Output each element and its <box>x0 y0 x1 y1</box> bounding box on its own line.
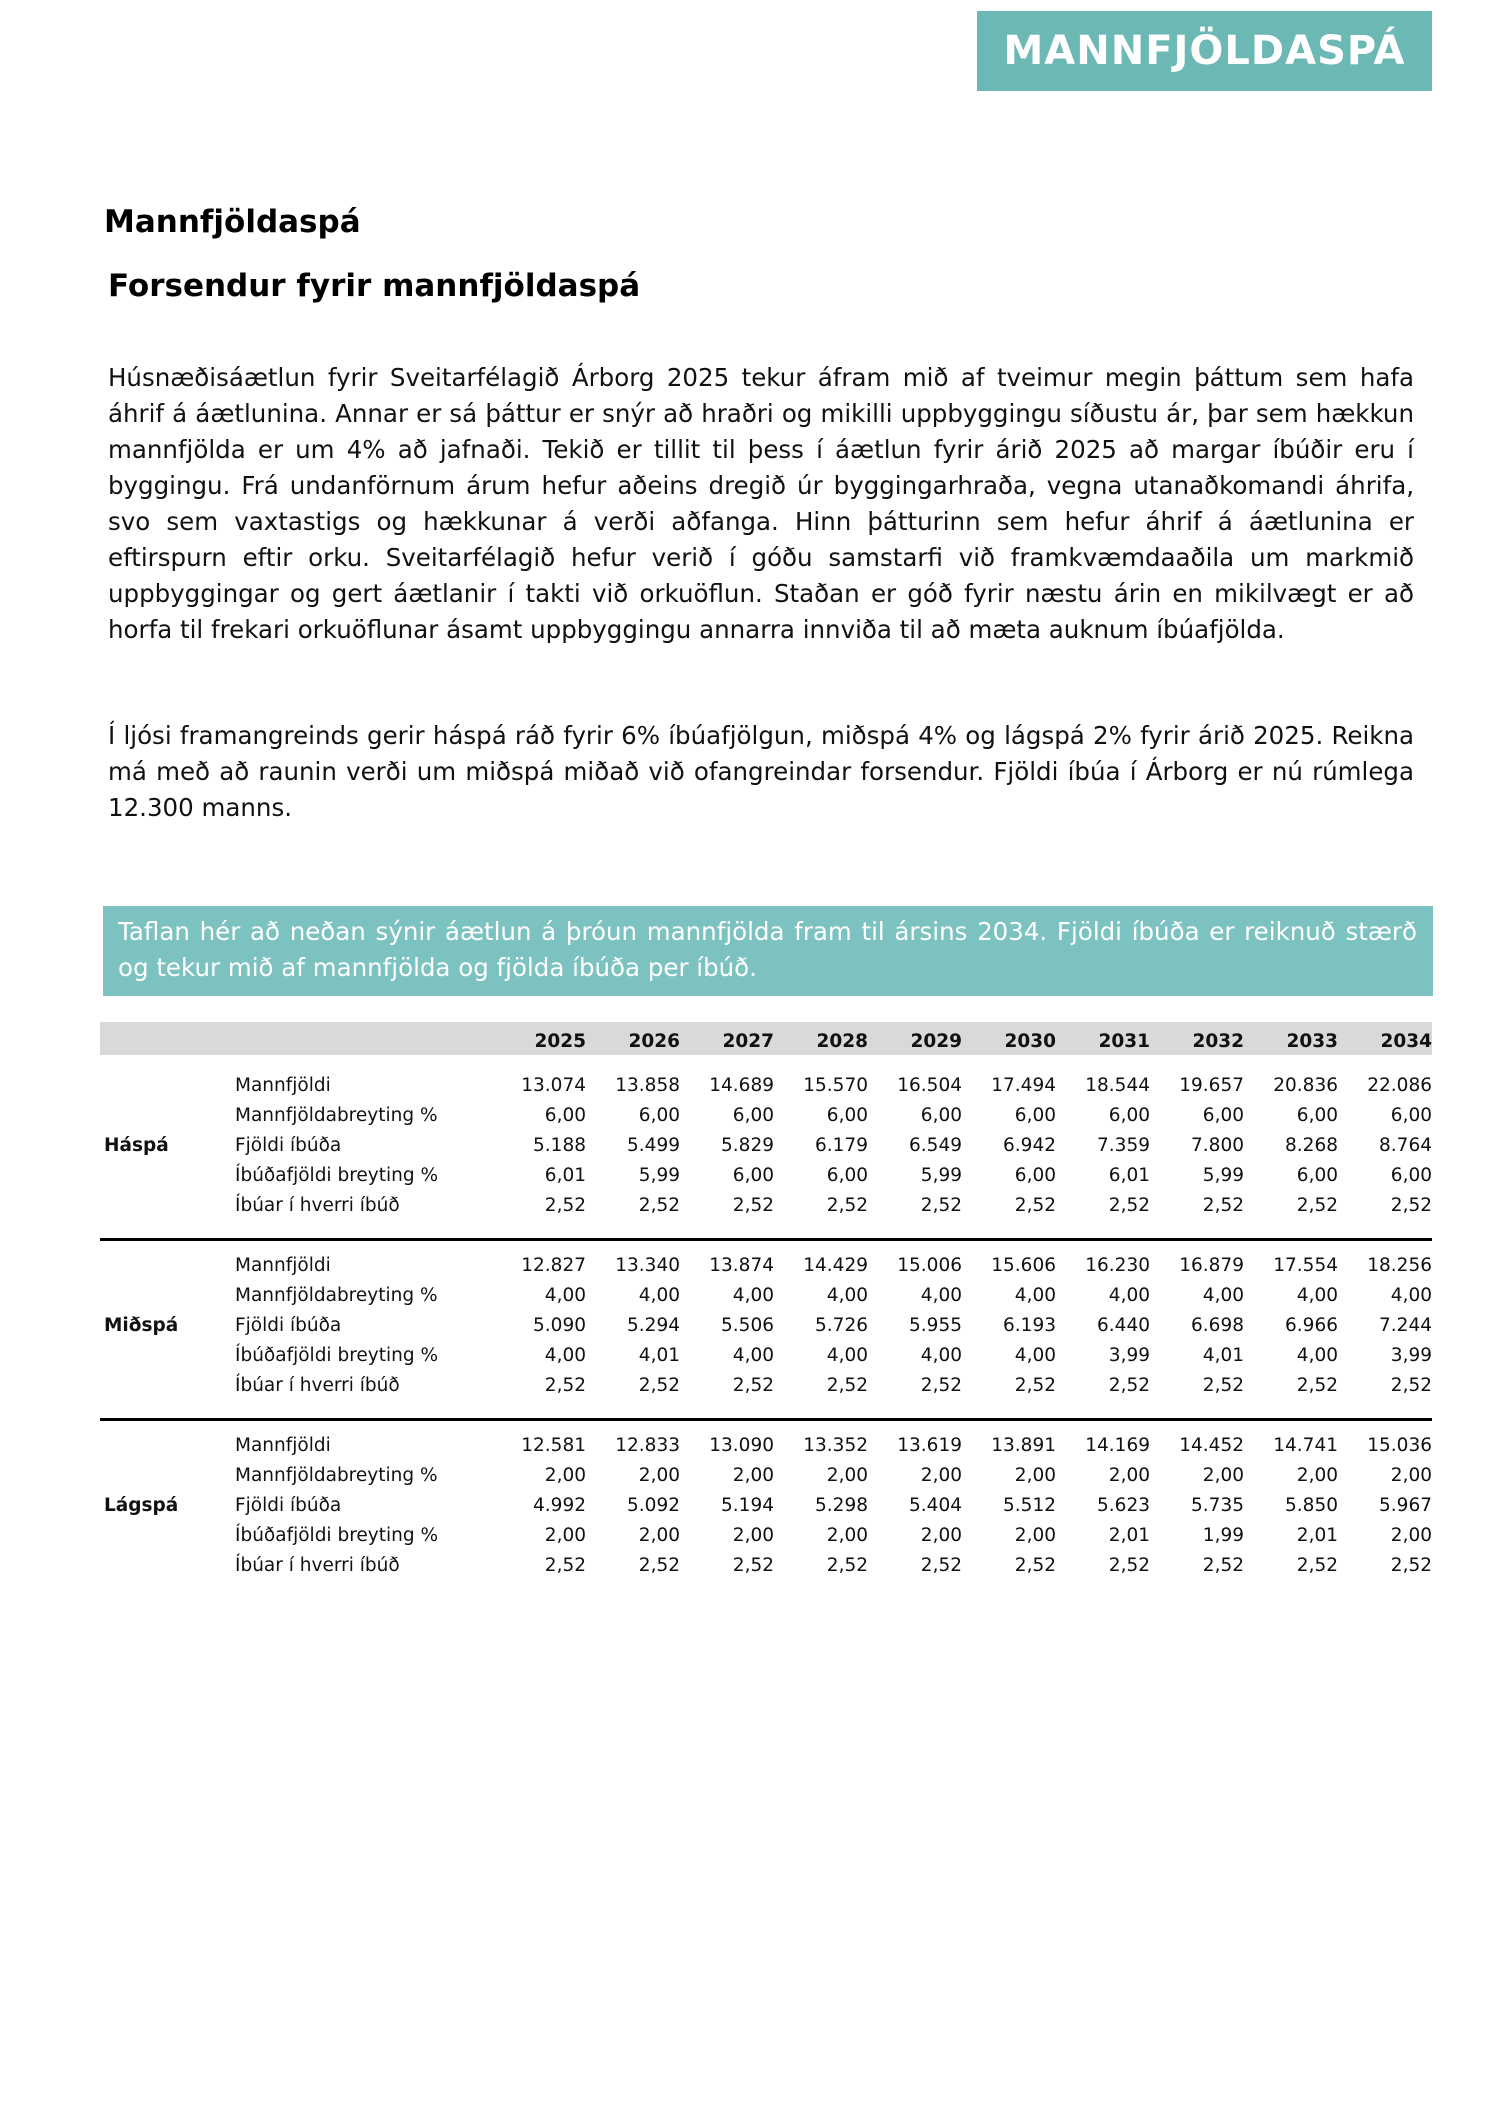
row-label: Mannfjöldi <box>235 1255 331 1276</box>
table-cell: 12.833 <box>615 1435 680 1456</box>
table-cell: 2,52 <box>920 1375 962 1396</box>
table-cell: 2,52 <box>1390 1555 1432 1576</box>
table-cell: 8.268 <box>1285 1135 1338 1156</box>
table-cell: 2,00 <box>1108 1465 1150 1486</box>
table-cell: 4,00 <box>1296 1285 1338 1306</box>
table-cell: 6,00 <box>1296 1165 1338 1186</box>
table-cell: 2,52 <box>1108 1555 1150 1576</box>
table-cell: 2,52 <box>732 1555 774 1576</box>
table-cell: 2,01 <box>1296 1525 1338 1546</box>
table-cell: 14.741 <box>1273 1435 1338 1456</box>
year-header: 2025 <box>534 1031 586 1052</box>
table-cell: 2,52 <box>732 1195 774 1216</box>
table-row <box>100 1465 1432 1495</box>
table-cell: 6,00 <box>920 1105 962 1126</box>
row-label: Íbúar í hverri íbúð <box>235 1195 400 1216</box>
table-cell: 5.499 <box>627 1135 680 1156</box>
row-label: Íbúðafjöldi breyting % <box>235 1525 439 1546</box>
table-cell: 2,00 <box>1296 1465 1338 1486</box>
table-caption-box: Taflan hér að neðan sýnir áætlun á þróun mannfjölda fram til ársins 2034. Fjöldi íbúða er reiknuð stærð og tekur mið af mannfjölda og fjölda íbúða per íbúð. <box>103 906 1433 996</box>
table-cell: 2,00 <box>638 1465 680 1486</box>
forecast-table <box>100 1022 1432 1598</box>
table-cell: 3,99 <box>1108 1345 1150 1366</box>
row-label: Fjöldi íbúða <box>235 1495 342 1516</box>
table-cell: 4,00 <box>1014 1345 1056 1366</box>
table-cell: 5.092 <box>627 1495 680 1516</box>
table-cell: 16.230 <box>1085 1255 1150 1276</box>
table-cell: 5.188 <box>533 1135 586 1156</box>
table-cell: 13.340 <box>615 1255 680 1276</box>
table-cell: 2,52 <box>920 1555 962 1576</box>
table-cell: 4.992 <box>533 1495 586 1516</box>
table-row <box>100 1105 1432 1135</box>
table-cell: 4,00 <box>732 1285 774 1306</box>
table-cell: 20.836 <box>1273 1075 1338 1096</box>
table-cell: 4,01 <box>638 1345 680 1366</box>
table-cell: 4,00 <box>1014 1285 1056 1306</box>
header-badge: MANNFJÖLDASPÁ <box>977 11 1432 91</box>
table-row <box>100 1495 1432 1525</box>
table-cell: 2,00 <box>732 1525 774 1546</box>
table-cell: 4,00 <box>544 1345 586 1366</box>
table-cell: 2,52 <box>1108 1195 1150 1216</box>
table-cell: 12.827 <box>521 1255 586 1276</box>
table-cell: 6.942 <box>1003 1135 1056 1156</box>
table-cell: 2,52 <box>826 1375 868 1396</box>
table-cell: 6,00 <box>1202 1105 1244 1126</box>
table-cell: 2,00 <box>1390 1525 1432 1546</box>
table-cell: 2,52 <box>544 1375 586 1396</box>
table-cell: 13.874 <box>709 1255 774 1276</box>
table-cell: 5,99 <box>638 1165 680 1186</box>
row-label: Mannfjöldabreyting % <box>235 1465 438 1486</box>
table-cell: 15.006 <box>897 1255 962 1276</box>
scenario-label: Lágspá <box>104 1495 179 1516</box>
year-header: 2028 <box>816 1031 868 1052</box>
table-row <box>100 1435 1432 1465</box>
section-heading: Forsendur fyrir mannfjöldaspá <box>108 268 641 304</box>
table-cell: 6,00 <box>826 1105 868 1126</box>
table-cell: 4,00 <box>1202 1285 1244 1306</box>
table-cell: 2,52 <box>1202 1375 1244 1396</box>
table-cell: 5.955 <box>909 1315 962 1336</box>
table-cell: 2,52 <box>638 1375 680 1396</box>
table-cell: 5.726 <box>815 1315 868 1336</box>
table-cell: 6.179 <box>815 1135 868 1156</box>
table-row <box>100 1165 1432 1195</box>
table-cell: 2,52 <box>1390 1375 1432 1396</box>
table-cell: 5.298 <box>815 1495 868 1516</box>
table-cell: 1,99 <box>1202 1525 1244 1546</box>
table-cell: 2,52 <box>1202 1195 1244 1216</box>
table-cell: 2,00 <box>732 1465 774 1486</box>
table-cell: 5.404 <box>909 1495 962 1516</box>
table-cell: 6,00 <box>732 1105 774 1126</box>
table-header-row <box>100 1022 1432 1055</box>
row-label: Íbúðafjöldi breyting % <box>235 1165 439 1186</box>
table-cell: 2,00 <box>920 1525 962 1546</box>
table-row <box>100 1135 1432 1165</box>
table-cell: 2,52 <box>1014 1195 1056 1216</box>
year-header: 2034 <box>1380 1031 1432 1052</box>
table-cell: 2,00 <box>1014 1525 1056 1546</box>
scenario-group-haspa <box>100 1055 1432 1241</box>
table-row <box>100 1375 1432 1405</box>
table-cell: 5.294 <box>627 1315 680 1336</box>
table-cell: 2,52 <box>1296 1555 1338 1576</box>
table-cell: 6,00 <box>1014 1165 1056 1186</box>
table-body <box>100 1055 1432 1598</box>
table-cell: 13.074 <box>521 1075 586 1096</box>
table-cell: 2,00 <box>1014 1465 1056 1486</box>
table-cell: 6,00 <box>732 1165 774 1186</box>
table-cell: 15.036 <box>1367 1435 1432 1456</box>
table-cell: 2,52 <box>544 1555 586 1576</box>
table-cell: 5.735 <box>1191 1495 1244 1516</box>
table-cell: 7.244 <box>1379 1315 1432 1336</box>
table-cell: 6.193 <box>1003 1315 1056 1336</box>
table-cell: 19.657 <box>1179 1075 1244 1096</box>
row-label: Fjöldi íbúða <box>235 1315 342 1336</box>
table-row <box>100 1285 1432 1315</box>
table-cell: 6,00 <box>1108 1105 1150 1126</box>
table-row <box>100 1255 1432 1285</box>
table-cell: 2,52 <box>1296 1375 1338 1396</box>
table-cell: 4,00 <box>826 1345 868 1366</box>
table-cell: 3,99 <box>1390 1345 1432 1366</box>
table-cell: 2,52 <box>1014 1555 1056 1576</box>
table-cell: 15.606 <box>991 1255 1056 1276</box>
table-cell: 2,00 <box>826 1525 868 1546</box>
table-cell: 13.858 <box>615 1075 680 1096</box>
table-cell: 5.623 <box>1097 1495 1150 1516</box>
row-label: Fjöldi íbúða <box>235 1135 342 1156</box>
table-cell: 6,00 <box>1014 1105 1056 1126</box>
year-header: 2027 <box>722 1031 774 1052</box>
table-cell: 6.549 <box>909 1135 962 1156</box>
table-cell: 15.570 <box>803 1075 868 1096</box>
table-cell: 2,00 <box>544 1465 586 1486</box>
table-cell: 5,99 <box>920 1165 962 1186</box>
table-cell: 5.967 <box>1379 1495 1432 1516</box>
table-cell: 2,52 <box>544 1195 586 1216</box>
table-cell: 6.440 <box>1097 1315 1150 1336</box>
scenario-group-midspa <box>100 1241 1432 1421</box>
table-cell: 5.512 <box>1003 1495 1056 1516</box>
table-row <box>100 1195 1432 1225</box>
table-cell: 5.850 <box>1285 1495 1338 1516</box>
table-cell: 8.764 <box>1379 1135 1432 1156</box>
year-header: 2029 <box>910 1031 962 1052</box>
table-cell: 18.544 <box>1085 1075 1150 1096</box>
intro-paragraph: Húsnæðisáætlun fyrir Sveitarfélagið Árborg 2025 tekur áfram mið af tveimur megin þáttum sem hafa áhrif á áætlunina. Annar er sá þáttur er snýr að hraðri og mikilli uppbyggingu síðustu ár, þar sem hækkun mannfjölda er um 4% að jafnaði. Tekið er tillit til þess í áætlun fyrir árið 2025 að margar íbúðir eru í byggingu. Frá undanförnum árum hefur aðeins dregið úr byggingarhraða, vegna utanaðkomandi áhrifa, svo sem vaxtastigs og hækkunar á verði aðfanga. Hinn þátturinn sem hefur áhrif á áætlunina er eftirspurn eftir orku. Sveitarfélagið hefur verið í góðu samstarfi við framkvæmdaaðila um markmið uppbyggingar og gert áætlanir í takti við orkuöflun. Staðan er góð fyrir næstu árin en mikilvægt er að horfa til frekari orkuöflunar ásamt uppbyggingu annarra innviða til að mæta auknum íbúafjölda. <box>108 363 1414 644</box>
table-cell: 2,52 <box>1390 1195 1432 1216</box>
table-cell: 2,01 <box>1108 1525 1150 1546</box>
table-cell: 4,00 <box>1296 1345 1338 1366</box>
table-cell: 5.194 <box>721 1495 774 1516</box>
row-label: Íbúar í hverri íbúð <box>235 1555 400 1576</box>
table-cell: 22.086 <box>1367 1075 1432 1096</box>
table-cell: 2,52 <box>1296 1195 1338 1216</box>
scenario-group-lagspa <box>100 1421 1432 1598</box>
table-cell: 6,00 <box>826 1165 868 1186</box>
year-header: 2033 <box>1286 1031 1338 1052</box>
table-cell: 7.800 <box>1191 1135 1244 1156</box>
row-label: Mannfjöldabreyting % <box>235 1285 438 1306</box>
table-cell: 4,00 <box>732 1345 774 1366</box>
table-cell: 5,99 <box>1202 1165 1244 1186</box>
row-label: Íbúar í hverri íbúð <box>235 1375 400 1396</box>
year-header: 2026 <box>628 1031 680 1052</box>
table-cell: 13.619 <box>897 1435 962 1456</box>
table-cell: 2,00 <box>544 1525 586 1546</box>
table-cell: 14.452 <box>1179 1435 1244 1456</box>
table-cell: 14.689 <box>709 1075 774 1096</box>
table-row <box>100 1075 1432 1105</box>
row-label: Mannfjöldi <box>235 1075 331 1096</box>
table-cell: 2,52 <box>732 1375 774 1396</box>
table-cell: 6,01 <box>1108 1165 1150 1186</box>
table-cell: 4,00 <box>920 1285 962 1306</box>
table-cell: 4,01 <box>1202 1345 1244 1366</box>
table-cell: 7.359 <box>1097 1135 1150 1156</box>
table-cell: 6,00 <box>1390 1105 1432 1126</box>
table-cell: 13.352 <box>803 1435 868 1456</box>
table-cell: 6,00 <box>1390 1165 1432 1186</box>
table-cell: 6,01 <box>544 1165 586 1186</box>
table-cell: 18.256 <box>1367 1255 1432 1276</box>
table-cell: 5.090 <box>533 1315 586 1336</box>
table-cell: 2,00 <box>826 1465 868 1486</box>
scenario-label: Miðspá <box>104 1315 179 1336</box>
table-cell: 2,52 <box>638 1195 680 1216</box>
table-cell: 2,52 <box>1202 1555 1244 1576</box>
table-cell: 16.879 <box>1179 1255 1244 1276</box>
table-cell: 5.829 <box>721 1135 774 1156</box>
table-row <box>100 1315 1432 1345</box>
table-cell: 2,52 <box>920 1195 962 1216</box>
table-cell: 4,00 <box>638 1285 680 1306</box>
row-label: Íbúðafjöldi breyting % <box>235 1345 439 1366</box>
table-cell: 4,00 <box>826 1285 868 1306</box>
table-cell: 4,00 <box>1108 1285 1150 1306</box>
table-cell: 6,00 <box>638 1105 680 1126</box>
table-cell: 17.554 <box>1273 1255 1338 1276</box>
table-cell: 2,00 <box>1202 1465 1244 1486</box>
table-cell: 17.494 <box>991 1075 1056 1096</box>
table-row <box>100 1525 1432 1555</box>
table-cell: 6,00 <box>1296 1105 1338 1126</box>
table-cell: 13.090 <box>709 1435 774 1456</box>
table-cell: 12.581 <box>521 1435 586 1456</box>
forecast-paragraph: Í ljósi framangreinds gerir háspá ráð fyrir 6% íbúafjölgun, miðspá 4% og lágspá 2% fyrir árið 2025. Reikna má með að raunin verði um miðspá miðað við ofangreindar forsendur. Fjöldi íbúa í Árborg er nú rúmlega 12.300 manns. <box>108 721 1414 822</box>
table-cell: 13.891 <box>991 1435 1056 1456</box>
table-cell: 2,52 <box>826 1555 868 1576</box>
page-title: Mannfjöldaspá <box>104 204 361 240</box>
table-cell: 2,00 <box>920 1465 962 1486</box>
table-cell: 5.506 <box>721 1315 774 1336</box>
table-cell: 4,00 <box>920 1345 962 1366</box>
table-cell: 2,00 <box>1390 1465 1432 1486</box>
table-cell: 2,00 <box>638 1525 680 1546</box>
year-header: 2031 <box>1098 1031 1150 1052</box>
table-cell: 6.966 <box>1285 1315 1338 1336</box>
table-row <box>100 1555 1432 1585</box>
table-cell: 6,00 <box>544 1105 586 1126</box>
table-cell: 6.698 <box>1191 1315 1244 1336</box>
table-cell: 14.169 <box>1085 1435 1150 1456</box>
table-cell: 2,52 <box>826 1195 868 1216</box>
table-cell: 4,00 <box>544 1285 586 1306</box>
table-cell: 4,00 <box>1390 1285 1432 1306</box>
row-label: Mannfjöldi <box>235 1435 331 1456</box>
table-cell: 2,52 <box>1108 1375 1150 1396</box>
year-header: 2032 <box>1192 1031 1244 1052</box>
table-cell: 16.504 <box>897 1075 962 1096</box>
table-cell: 2,52 <box>638 1555 680 1576</box>
table-cell: 2,52 <box>1014 1375 1056 1396</box>
table-cell: 14.429 <box>803 1255 868 1276</box>
scenario-label: Háspá <box>104 1135 169 1156</box>
row-label: Mannfjöldabreyting % <box>235 1105 438 1126</box>
year-header: 2030 <box>1004 1031 1056 1052</box>
table-row <box>100 1345 1432 1375</box>
